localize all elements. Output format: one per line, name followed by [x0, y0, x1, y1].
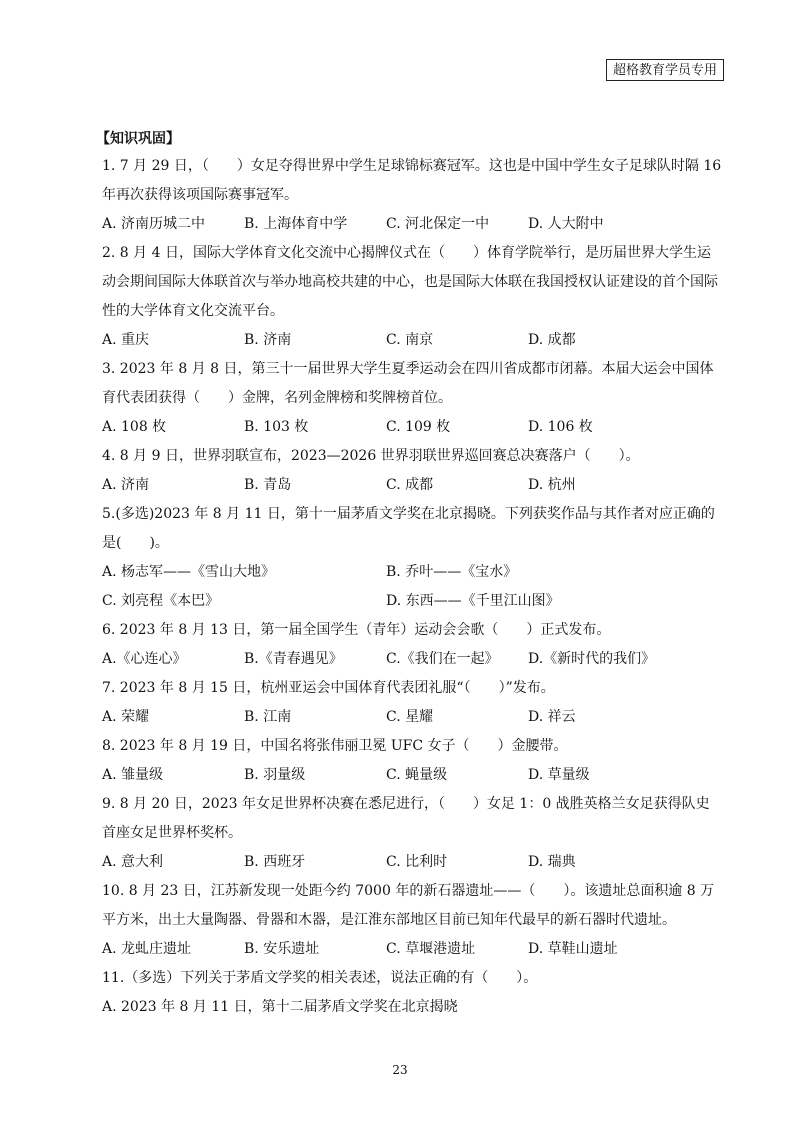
option-c: C. 星耀: [386, 709, 434, 725]
options-row-2: [102, 587, 722, 616]
option-c: C. 刘亮程《本巴》: [102, 593, 220, 609]
options: [102, 703, 722, 732]
question-text: 6. 2023 年 8 月 13 日，第一届全国学生（青年）运动会会歌（ ）正式发布。: [102, 622, 611, 638]
option-d: D. 瑞典: [528, 854, 576, 870]
option-a: A. 重庆: [102, 332, 150, 348]
option-d: D. 106 枚: [528, 419, 593, 435]
option-b: B. 乔叶——《宝水》: [386, 564, 518, 580]
question-5: [102, 500, 722, 616]
option-b: B. 上海体育中学: [244, 216, 348, 232]
question-text: 10. 8 月 23 日，江苏新发现一处距今约 7000 年的新石器遗址——（ ）。该遗址总面积逾 8 万平方米，出土大量陶器、骨器和木器，是江淮东部地区目前已知年代最早的新石器时代遗址。: [102, 883, 715, 928]
option-b: B. 济南: [244, 332, 292, 348]
option-d: D. 草量级: [528, 767, 590, 783]
header-label: 超格教育学员专用: [606, 59, 724, 81]
page-number: 23: [392, 1063, 408, 1077]
question-8: [102, 732, 722, 790]
question-text: 1. 7 月 29 日，（ ）女足夺得世界中学生足球锦标赛冠军。这也是中国中学生女子足球队时隔 16 年再次获得该项国际赛事冠军。: [102, 158, 722, 203]
question-6: [102, 616, 722, 674]
option-a: A. 意大利: [102, 854, 164, 870]
question-text: 3. 2023 年 8 月 8 日，第三十一届世界大学生夏季运动会在四川省成都市闭幕。本届大运会中国体育代表团获得（ ）金牌，名列金牌榜和奖牌榜首位。: [102, 361, 714, 406]
section-title: 【知识巩固】: [96, 131, 180, 147]
question-10: [102, 877, 722, 964]
options-row-1: [102, 558, 722, 587]
options: [102, 210, 722, 239]
option-d: D.《新时代的我们》: [528, 651, 656, 667]
option-d: D. 杭州: [528, 477, 576, 493]
option-a: A. 雏量级: [102, 767, 164, 783]
option-c: C. 109 枚: [386, 419, 451, 435]
option-c: C. 河北保定一中: [386, 216, 490, 232]
option-b: B. 青岛: [244, 477, 292, 493]
question-9: [102, 790, 722, 877]
options: [102, 645, 722, 674]
options: [102, 326, 722, 355]
question-1: [102, 152, 722, 239]
question-text: 5.(多选)2023 年 8 月 11 日，第十一届茅盾文学奖在北京揭晓。下列获奖作品与其作者对应正确的是( )。: [102, 506, 715, 551]
option-a: A. 2023 年 8 月 11 日，第十二届茅盾文学奖在北京揭晓: [102, 999, 458, 1015]
question-11: [102, 964, 722, 1022]
option-c: C. 成都: [386, 477, 434, 493]
question-text: 7. 2023 年 8 月 15 日，杭州亚运会中国体育代表团礼服“（ ）”发布。: [102, 680, 555, 696]
question-4: [102, 442, 722, 500]
question-3: [102, 355, 722, 442]
options: [102, 848, 722, 877]
options: [102, 935, 722, 964]
option-b: B. 安乐遗址: [244, 941, 320, 957]
question-7: [102, 674, 722, 732]
option-d: D. 成都: [528, 332, 576, 348]
question-text: 4. 8 月 9 日，世界羽联宣布，2023—2026 世界羽联世界巡回赛总决赛落户（ ）。: [102, 448, 640, 464]
question-text: 8. 2023 年 8 月 19 日，中国名将张伟丽卫冕 UFC 女子（ ）金腰带。: [102, 738, 568, 754]
option-b: B. 西班牙: [244, 854, 306, 870]
option-c: C. 草堰港遗址: [386, 941, 476, 957]
option-c: C. 比利时: [386, 854, 448, 870]
option-b: B. 江南: [244, 709, 292, 725]
option-d: D. 人大附中: [528, 216, 604, 232]
options: [102, 413, 722, 442]
question-list: [102, 152, 722, 1022]
options: [102, 761, 722, 790]
question-text: 9. 8 月 20 日，2023 年女足世界杯决赛在悉尼进行，（ ）女足 1：0 战胜英格兰女足获得队史首座女足世界杯奖杯。: [102, 796, 710, 841]
option-a: A. 龙虬庄遗址: [102, 941, 192, 957]
option-a: A. 108 枚: [102, 419, 167, 435]
option-b: B.《青春遇见》: [244, 651, 343, 667]
option-d: D. 东西——《千里江山图》: [386, 593, 560, 609]
question-text: 11.（多选）下列关于茅盾文学奖的相关表述，说法正确的有（ ）。: [102, 970, 538, 986]
option-c: C. 南京: [386, 332, 434, 348]
option-a: A. 济南: [102, 477, 150, 493]
option-a: A.《心连心》: [102, 651, 187, 667]
options: [102, 471, 722, 500]
option-b: B. 103 枚: [244, 419, 309, 435]
option-c: C. 蝇量级: [386, 767, 448, 783]
option-b: B. 羽量级: [244, 767, 306, 783]
question-2: [102, 239, 722, 355]
option-d: D. 祥云: [528, 709, 576, 725]
option-c: C.《我们在一起》: [386, 651, 499, 667]
option-a: A. 杨志军——《雪山大地》: [102, 564, 276, 580]
question-text: 2. 8 月 4 日，国际大学体育文化交流中心揭牌仪式在（ ）体育学院举行，是历届世界大学生运动会期间国际大体联首次与举办地高校共建的中心，也是国际大体联在我国授权认证建设的首个国际性的大学体育文化交流平台。: [102, 245, 718, 319]
option-a: A. 荣耀: [102, 709, 150, 725]
option-a: A. 济南历城二中: [102, 216, 206, 232]
option-d: D. 草鞋山遗址: [528, 941, 618, 957]
